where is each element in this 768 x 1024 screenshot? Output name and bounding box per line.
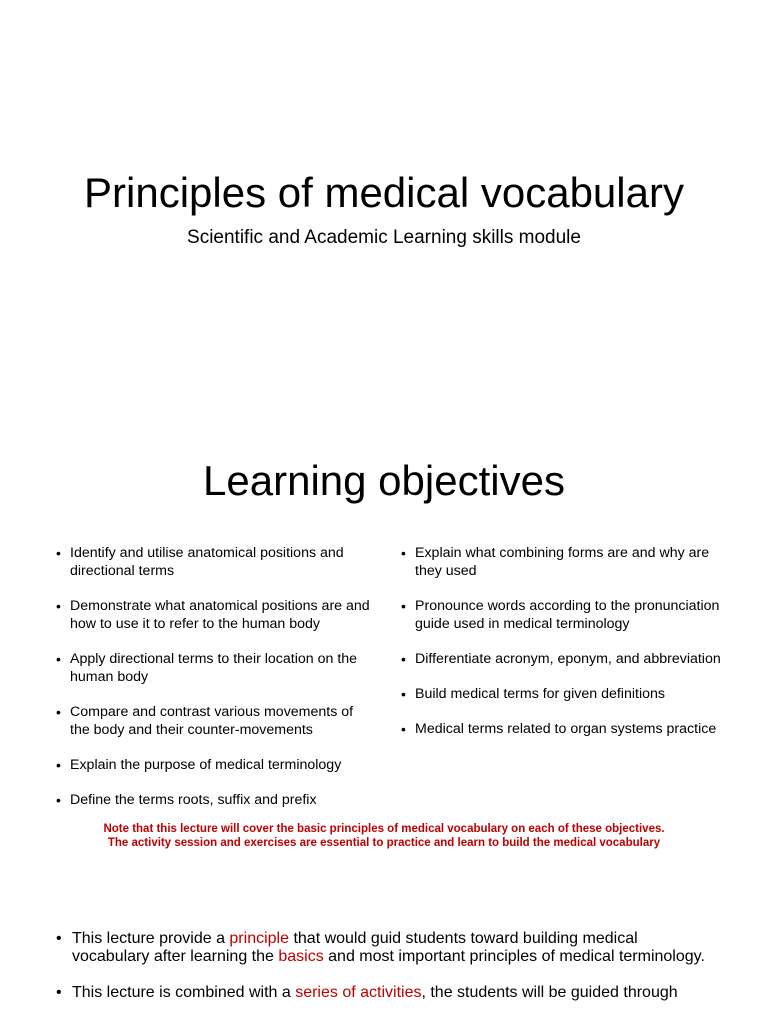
highlight-term: series of activities <box>295 984 422 1001</box>
slide-title: Principles of medical vocabulary <box>84 169 684 216</box>
lecture-description-list <box>56 930 716 1020</box>
text-run: This lecture provide a <box>72 930 230 947</box>
list-item: • Medical terms related to organ systems practice <box>401 720 721 738</box>
list-item: • Demonstrate what anatomical positions are and how to use it to refer to the human body <box>56 597 374 633</box>
list-item <box>56 930 716 966</box>
note-line: Note that this lecture will cover the basic principles of medical vocabulary on each of these objectives. <box>103 823 665 835</box>
objectives-left-list <box>56 544 374 826</box>
list-item: • Pronounce words according to the pronunciation guide used in medical terminology <box>401 597 721 633</box>
list-item: • Build medical terms for given definitions <box>401 685 721 703</box>
objectives-note <box>0 822 768 850</box>
list-item: • Define the terms roots, suffix and prefix <box>56 791 374 809</box>
list-item: • Identify and utilise anatomical positions and directional terms <box>56 544 374 580</box>
text-run: This lecture is combined with a <box>72 984 296 1001</box>
list-item: • Apply directional terms to their location on the human body <box>56 650 374 686</box>
list-item: • Differentiate acronym, eponym, and abbreviation <box>401 650 721 668</box>
highlight-term: basics <box>278 948 324 965</box>
objectives-heading: Learning objectives <box>203 457 565 504</box>
highlight-term: principle <box>229 930 289 947</box>
list-item <box>56 984 716 1002</box>
list-item: • Compare and contrast various movements of the body and their counter-movements <box>56 703 374 739</box>
slide-subtitle: Scientific and Academic Learning skills module <box>187 227 581 248</box>
text-run: that would guid students toward building medical vocabulary after learning the <box>72 930 638 965</box>
text-run: and most important principles of medical terminology. <box>323 948 705 965</box>
text-run: , the students will be guided through <box>421 984 678 1001</box>
objectives-right-list <box>401 544 721 755</box>
list-item: • Explain the purpose of medical terminology <box>56 756 374 774</box>
note-line: The activity session and exercises are essential to practice and learn to build the medical vocabulary <box>107 837 661 849</box>
list-item: • Explain what combining forms are and why are they used <box>401 544 721 580</box>
